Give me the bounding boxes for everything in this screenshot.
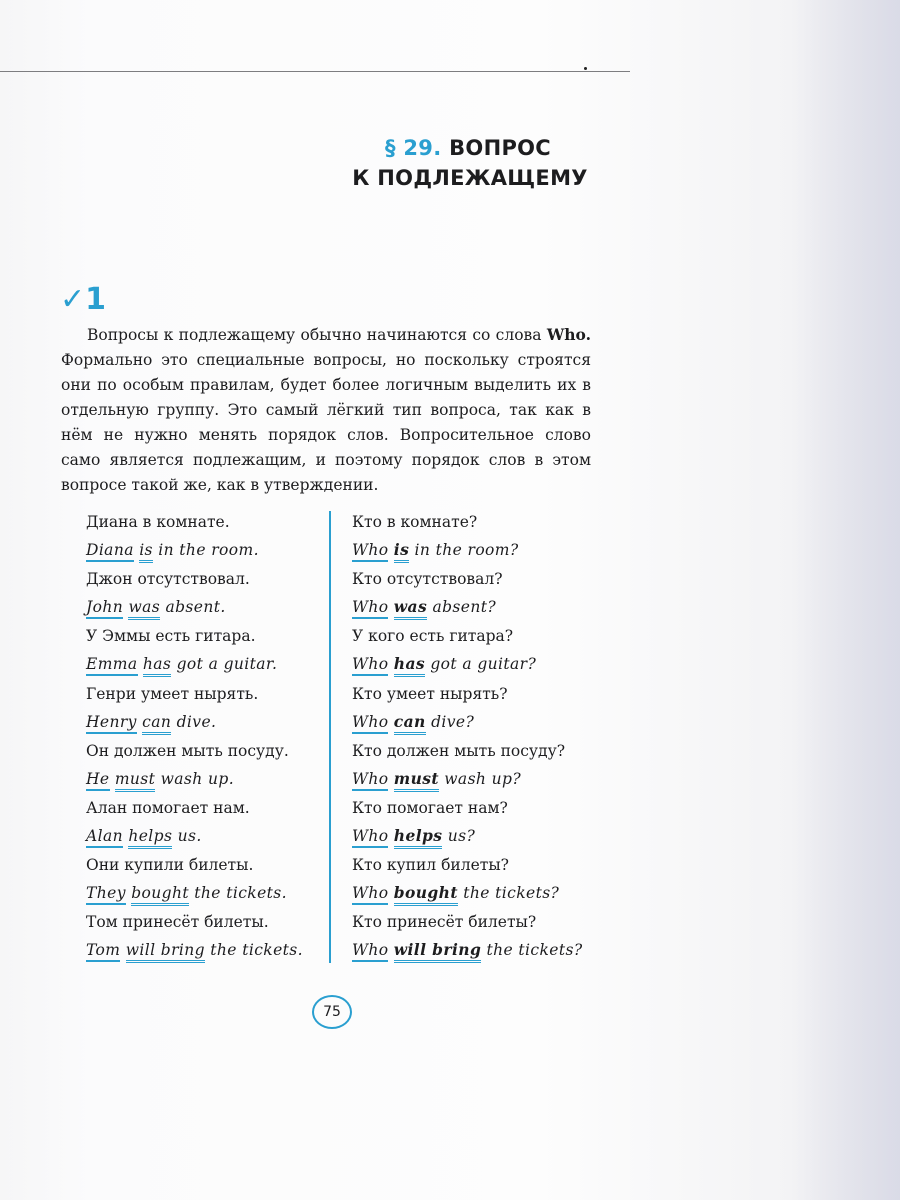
subject-word: Henry bbox=[86, 713, 137, 734]
subject-word: Tom bbox=[86, 941, 120, 962]
russian-sentence: Кто купил билеты? bbox=[352, 856, 509, 875]
example-left bbox=[86, 854, 287, 904]
english-sentence bbox=[352, 825, 508, 847]
russian-sentence: Кто умеет нырять? bbox=[352, 684, 508, 703]
russian-sentence: У Эммы есть гитара. bbox=[86, 627, 256, 646]
example-left bbox=[86, 568, 250, 618]
example-right bbox=[352, 683, 508, 733]
russian-sentence: Он должен мыть посуду. bbox=[86, 741, 289, 760]
example-right bbox=[352, 797, 508, 847]
english-sentence bbox=[86, 539, 259, 561]
predicate-word: bought bbox=[394, 883, 458, 906]
predicate-word: is bbox=[139, 541, 153, 563]
sentence-rest: got a guitar. bbox=[176, 655, 278, 674]
subject-word: Who bbox=[352, 713, 388, 734]
column-divider bbox=[329, 511, 331, 963]
russian-sentence: Кто отсутствовал? bbox=[352, 570, 503, 589]
sentence-rest: absent. bbox=[165, 598, 226, 617]
english-sentence bbox=[86, 882, 287, 904]
subject-word: Who bbox=[352, 827, 388, 848]
exercise-check-mark: ✓1 bbox=[60, 282, 107, 317]
russian-sentence: Кто должен мыть посуду? bbox=[352, 741, 566, 760]
sentence-rest: us? bbox=[447, 827, 476, 845]
subject-word: Who bbox=[352, 598, 388, 619]
subject-word: They bbox=[86, 884, 126, 905]
intro-text-part2: Формально это специальные вопросы, но поскольку строятся они по особым правилам, будет более логичным выделить их в отдельную группу. Это самый лёгкий тип вопроса, так как в нём не нужно менять порядок слов. Вопросительное слово само является подлежащим, и поэтому порядок слов в этом вопросе такой же, как в утверждении. bbox=[61, 351, 591, 494]
section-title-line2: К ПОДЛЕЖАЩЕМУ bbox=[352, 166, 588, 190]
english-sentence bbox=[352, 539, 519, 561]
ink-dot bbox=[584, 67, 587, 70]
example-right bbox=[352, 854, 559, 904]
section-title-line1 bbox=[18, 136, 900, 160]
subject-word: Diana bbox=[86, 541, 134, 562]
english-sentence bbox=[86, 596, 250, 618]
english-sentence bbox=[86, 711, 258, 733]
predicate-word: will bring bbox=[394, 940, 481, 963]
sentence-rest: in the room. bbox=[158, 541, 259, 559]
predicate-word: has bbox=[143, 655, 171, 677]
english-sentence bbox=[86, 825, 250, 847]
russian-sentence: Алан помогает нам. bbox=[86, 799, 250, 817]
english-sentence bbox=[352, 939, 583, 961]
sentence-rest: the tickets? bbox=[463, 884, 560, 903]
top-rule bbox=[0, 71, 630, 72]
intro-keyword: Who. bbox=[546, 325, 591, 344]
predicate-word: bought bbox=[131, 884, 189, 906]
russian-sentence: Джон отсутствовал. bbox=[86, 570, 250, 589]
section-title-word: ВОПРОС bbox=[449, 136, 552, 160]
predicate-word: can bbox=[394, 712, 426, 735]
example-right bbox=[352, 911, 583, 961]
subject-word: Who bbox=[352, 770, 388, 791]
russian-sentence: Диана в комнате. bbox=[86, 513, 230, 531]
subject-word: John bbox=[86, 598, 123, 619]
example-right bbox=[352, 511, 519, 561]
sentence-rest: wash up? bbox=[444, 769, 522, 788]
russian-sentence: Кто в комнате? bbox=[352, 513, 478, 531]
subject-word: He bbox=[86, 770, 110, 791]
example-right bbox=[352, 568, 503, 618]
english-sentence bbox=[86, 768, 289, 790]
page-number: 75 bbox=[312, 995, 352, 1029]
predicate-word: helps bbox=[394, 826, 443, 849]
example-right bbox=[352, 625, 536, 675]
sentence-rest: wash up. bbox=[160, 769, 235, 788]
sentence-rest: the tickets. bbox=[194, 884, 287, 903]
predicate-word: must bbox=[115, 770, 155, 792]
sentence-rest: the tickets. bbox=[210, 941, 303, 960]
english-sentence bbox=[352, 596, 503, 618]
intro-paragraph bbox=[61, 322, 591, 498]
predicate-word: has bbox=[394, 654, 425, 677]
russian-sentence: У кого есть гитара? bbox=[352, 627, 514, 646]
example-left bbox=[86, 740, 289, 790]
example-left bbox=[86, 797, 250, 847]
example-left bbox=[86, 625, 277, 675]
english-sentence bbox=[86, 939, 303, 961]
subject-word: Emma bbox=[86, 655, 138, 676]
english-sentence bbox=[352, 882, 559, 904]
russian-sentence: Том принесёт билеты. bbox=[86, 913, 269, 932]
subject-word: Who bbox=[352, 541, 388, 562]
intro-text-part1: Вопросы к подлежащему обычно начинаются со слова bbox=[87, 326, 542, 344]
predicate-word: was bbox=[394, 597, 427, 620]
predicate-word: is bbox=[394, 540, 409, 563]
example-left bbox=[86, 511, 259, 561]
predicate-word: must bbox=[394, 769, 439, 792]
subject-word: Who bbox=[352, 655, 388, 676]
section-number: § 29. bbox=[384, 136, 442, 160]
sentence-rest: the tickets? bbox=[486, 941, 583, 960]
example-left bbox=[86, 683, 258, 733]
russian-sentence: Генри умеет нырять. bbox=[86, 684, 259, 703]
english-sentence bbox=[352, 711, 508, 733]
sentence-rest: got a guitar? bbox=[430, 655, 537, 674]
predicate-word: helps bbox=[128, 827, 172, 849]
english-sentence bbox=[352, 653, 536, 675]
sentence-rest: us. bbox=[177, 827, 202, 845]
english-sentence bbox=[352, 768, 565, 790]
subject-word: Who bbox=[352, 941, 388, 962]
subject-word: Who bbox=[352, 884, 388, 905]
sentence-rest: dive. bbox=[176, 712, 217, 731]
russian-sentence: Кто помогает нам? bbox=[352, 799, 508, 817]
english-sentence bbox=[86, 653, 277, 675]
sentence-rest: dive? bbox=[431, 712, 475, 731]
russian-sentence: Кто принесёт билеты? bbox=[352, 913, 537, 932]
sentence-rest: absent? bbox=[432, 598, 497, 617]
example-right bbox=[352, 740, 565, 790]
example-left bbox=[86, 911, 303, 961]
predicate-word: will bring bbox=[126, 941, 205, 963]
sentence-rest: in the room? bbox=[414, 541, 519, 559]
russian-sentence: Они купили билеты. bbox=[86, 856, 254, 875]
predicate-word: was bbox=[128, 598, 160, 620]
predicate-word: can bbox=[142, 713, 171, 735]
subject-word: Alan bbox=[86, 827, 123, 848]
